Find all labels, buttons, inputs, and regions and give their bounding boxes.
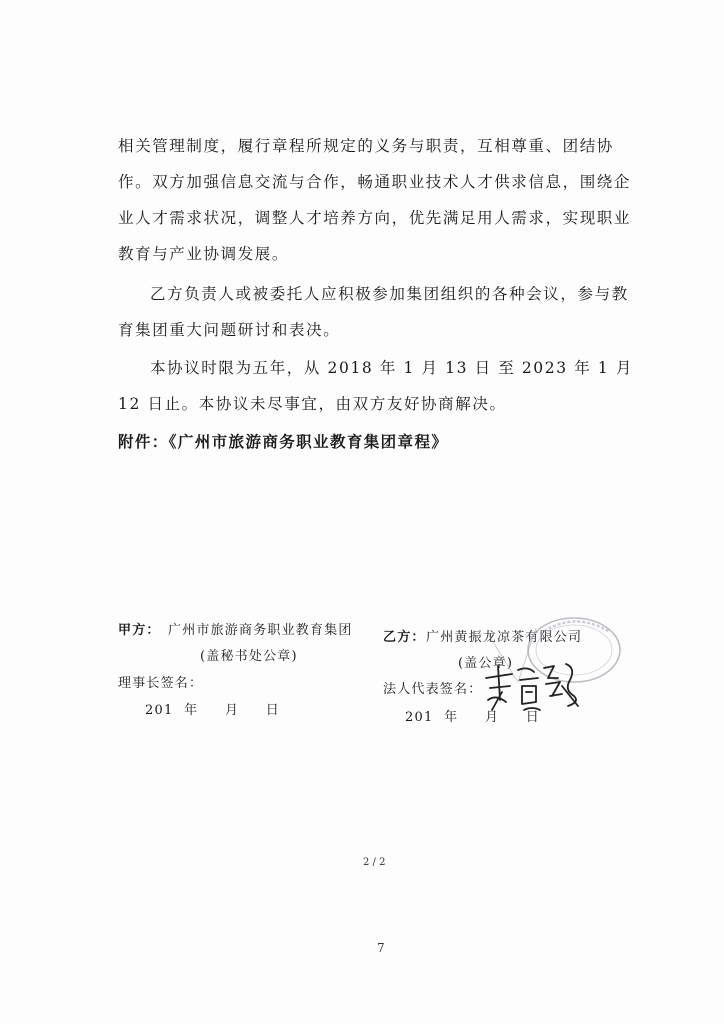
agreement-paragraph-3: 本协议时限为五年，从 2018 年 1 月 13 日 至 2023 年 1 月 12 日止。本协议未尽事宜，由双方友好协商解决。 [118, 359, 633, 413]
party-a-label: 甲方： [118, 623, 161, 638]
party-a-seal-note: (盖秘书处公章) [200, 649, 298, 664]
attachment-line: 附件：《广州市旅游商务职业教育集团章程》 [118, 432, 449, 451]
party-b-label: 乙方： [383, 630, 426, 645]
handwritten-signature [482, 656, 582, 714]
party-b-date: 201 年 月 日 [405, 710, 541, 725]
party-b-signatory-label: 法人代表签名： [383, 682, 483, 697]
page-number: 7 [377, 941, 385, 955]
agreement-paragraph-2: 乙方负责人或被委托人应积极参加集团组织的各种会议，参与教育集团重大问题研讨和表决。 [118, 285, 629, 339]
agreement-paragraph-1: 相关管理制度，履行章程所规定的义务与职责，互相尊重、团结协作。双方加强信息交流与合作，畅通职业技术人才供求信息，围绕企业人才需求状况，调整人才培养方向，优先满足用人需求，实现职业教育与产业协调发展。 [118, 137, 632, 263]
party-a-date: 201 年 月 日 [145, 703, 281, 718]
party-b-seal-note: (盖公章) [458, 656, 514, 671]
page-indicator: 2 / 2 [363, 857, 386, 868]
party-a-name: 广州市旅游商务职业教育集团 [168, 623, 353, 638]
party-b-name: 广州黄振龙凉茶有限公司 [426, 630, 583, 645]
party-a-signatory-label: 理事长签名： [118, 676, 204, 691]
